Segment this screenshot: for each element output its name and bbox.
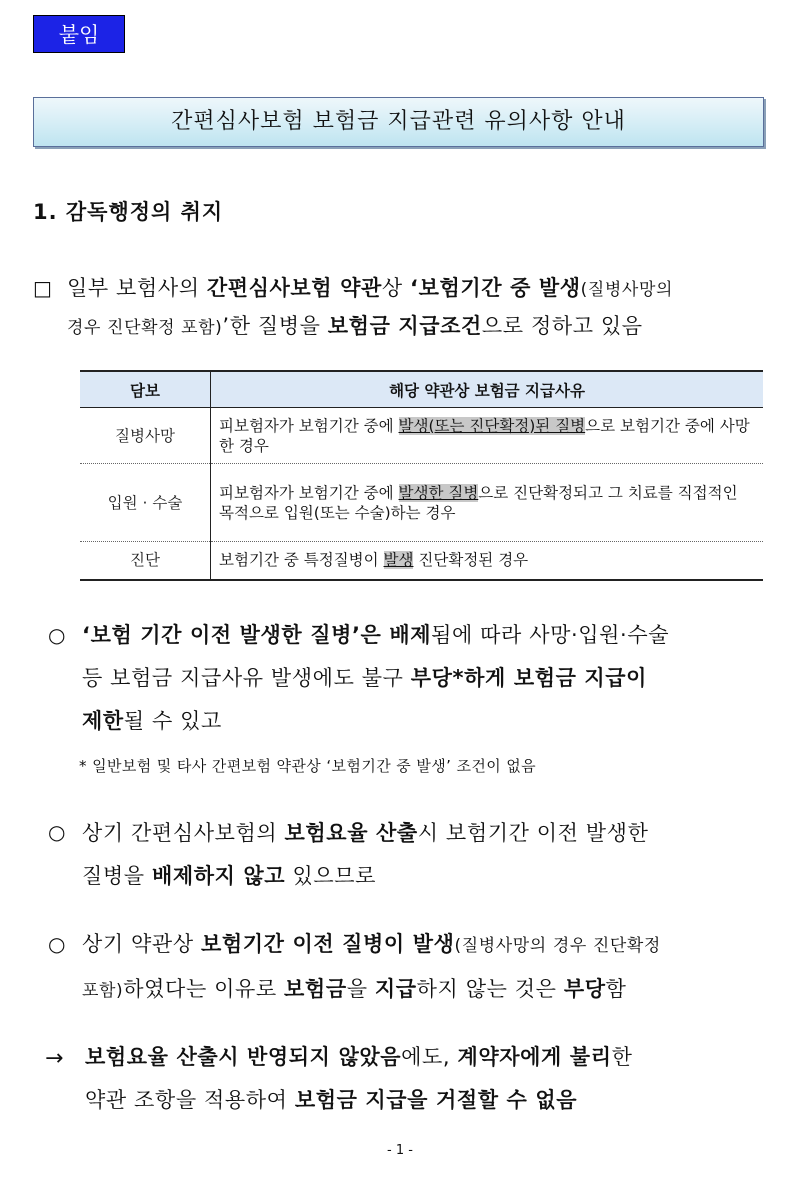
- table-header-reason: 해당 약관상 보험금 지급사유: [211, 371, 764, 408]
- highlighted-term: 발생: [383, 551, 414, 570]
- page-number: - 1 -: [387, 1143, 413, 1158]
- circle-bullet-icon: ○: [48, 820, 66, 844]
- coverage-cell: 진단: [80, 542, 211, 580]
- reason-cell: 피보험자가 보험기간 중에 발생(또는 진단확정)된 질병으로 보험기간 중에 사망한 경우: [211, 408, 764, 464]
- point-unfair-denial: 상기 약관상 보험기간 이전 질병이 발생(질병사망의 경우 진단확정 포함)하였다는 이유로 보험금을 지급하지 않는 것은 부당함: [82, 932, 661, 1001]
- reason-cell: 피보험자가 보험기간 중에 발생한 질병으로 진단확정되고 그 치료를 직접적인 목적으로 입원(또는 수술)하는 경우: [211, 464, 764, 542]
- bullet-intro-line1: 일부 보험사의 간편심사보험 약관상 ‘보험기간 중 발생(질병사망의: [67, 276, 673, 300]
- arrow-right-icon: →: [45, 1046, 64, 1071]
- highlighted-term: 발생한 질병: [398, 483, 479, 502]
- document-title: 간편심사보험 보험금 지급관련 유의사항 안내: [33, 97, 764, 147]
- conclusion: 보험요율 산출시 반영되지 않았음에도, 계약자에게 불리한 약관 조항을 적용하여 보험금 지급을 거절할 수 없음: [85, 1045, 633, 1112]
- attachment-tag: 붙임: [33, 15, 125, 53]
- table-row: [80, 542, 763, 580]
- coverage-table: [80, 370, 763, 581]
- coverage-cell: 입원 · 수술: [80, 464, 211, 542]
- footnote: * 일반보험 및 타사 간편보험 약관상 ‘보험기간 중 발생’ 조건이 없음: [79, 757, 537, 775]
- table-header-row: [80, 371, 763, 408]
- circle-bullet-icon: ○: [48, 932, 66, 956]
- square-bullet-icon: □: [33, 276, 52, 300]
- reason-cell: 보험기간 중 특정질병이 발생 진단확정된 경우: [211, 542, 764, 580]
- table-row: [80, 408, 763, 464]
- bullet-intro: [67, 270, 767, 346]
- section-heading: 1. 감독행정의 취지: [33, 200, 224, 224]
- point-exclusion: ‘보험 기간 이전 발생한 질병’은 배제됨에 따라 사망·입원·수술 등 보험금 지급사유 발생에도 불구 부당*하게 보험금 지급이 제한될 수 있고: [82, 623, 670, 733]
- circle-bullet-icon: ○: [48, 623, 66, 647]
- point-premium-calc: 상기 간편심사보험의 보험요율 산출시 보험기간 이전 발생한 질병을 배제하지 않고 있으므로: [82, 821, 649, 888]
- highlighted-term: 발생(또는 진단확정)된 질병: [398, 416, 586, 435]
- table-row: [80, 464, 763, 542]
- table-header-coverage: 담보: [80, 371, 211, 408]
- coverage-cell: 질병사망: [80, 408, 211, 464]
- bullet-intro-line2: 경우 진단확정 포함)’한 질병을 보험금 지급조건으로 정하고 있음: [67, 314, 643, 338]
